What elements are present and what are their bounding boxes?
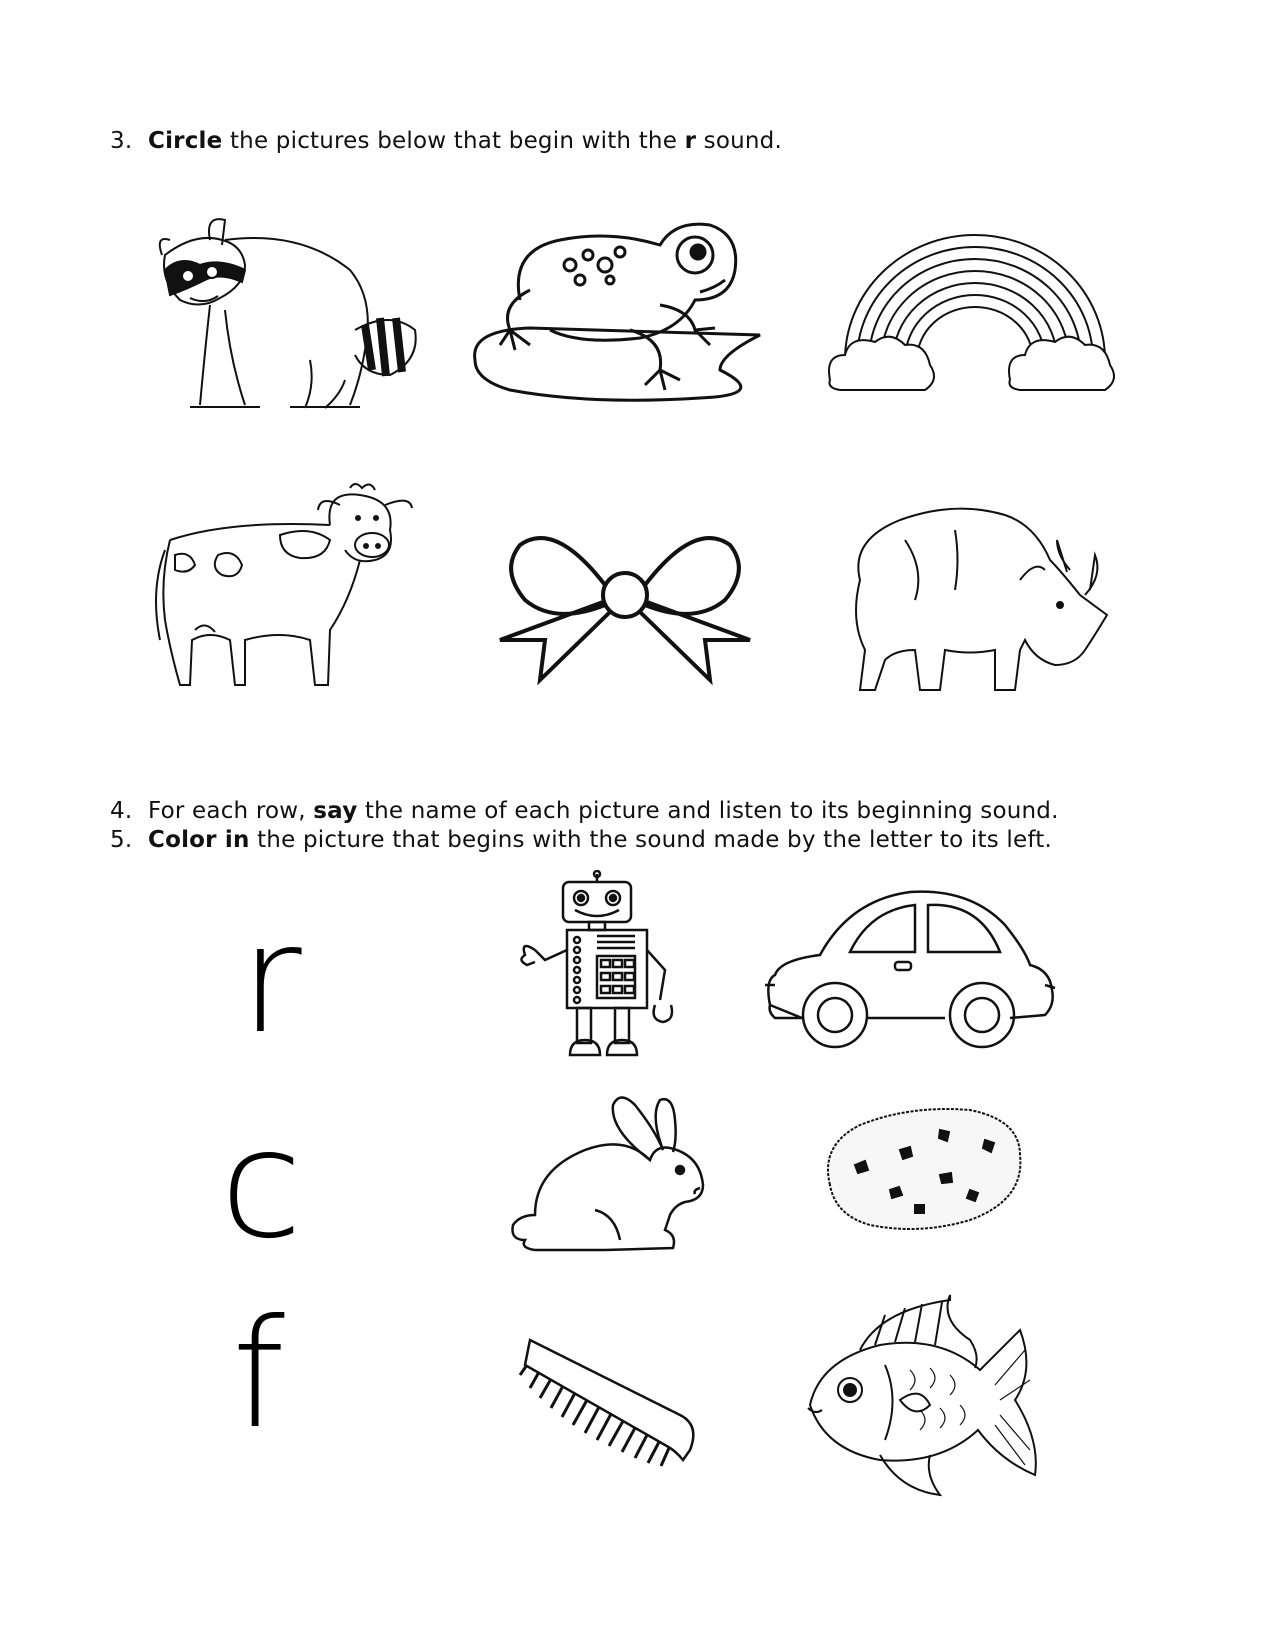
rainbow-icon [825,230,1125,400]
instruction-number: 5. [110,827,133,853]
instruction-text: sound. [696,128,782,154]
comb-picture[interactable] [515,1320,705,1470]
fish-icon [800,1290,1050,1505]
fish-picture[interactable] [800,1290,1050,1505]
instruction-bold: Color in [148,827,250,853]
instruction-bold: say [313,798,358,824]
comb-icon [515,1320,705,1470]
instruction-number: 3. [110,128,133,154]
car-icon [760,880,1060,1050]
rabbit-picture[interactable] [505,1090,710,1260]
frog-icon [470,210,775,405]
bow-icon [495,530,755,690]
cow-icon [150,480,420,695]
instruction-number: 4. [110,798,133,824]
car-picture[interactable] [760,880,1060,1050]
instruction-text: the name of each picture and listen to its beginning sound. [357,798,1059,824]
rhino-icon [845,500,1110,700]
frog-picture[interactable] [470,210,775,405]
raccoon-icon [150,210,425,425]
rainbow-picture[interactable] [825,230,1125,400]
row-letter-f: f [232,1288,285,1462]
cookie-picture[interactable] [820,1105,1025,1235]
raccoon-picture[interactable] [150,210,425,425]
instruction-bold-letter: r [684,128,697,154]
rabbit-icon [505,1090,710,1260]
row-letter-c: c [220,1098,303,1272]
bow-picture[interactable] [495,530,755,690]
instruction-text: the picture that begins with the sound made by the letter to its left. [249,827,1052,853]
instruction-text: the pictures below that begin with the [222,128,685,154]
instruction-5 [110,827,1052,853]
cookie-icon [820,1105,1025,1235]
instruction-bold: Circle [148,128,223,154]
instruction-3 [110,128,782,154]
instruction-text: For each row, [148,798,314,824]
robot-picture[interactable] [505,870,690,1065]
robot-icon [505,870,690,1065]
cow-picture[interactable] [150,480,420,695]
instruction-4 [110,798,1059,824]
row-letter-r: r [240,893,302,1067]
rhino-picture[interactable] [845,500,1110,700]
